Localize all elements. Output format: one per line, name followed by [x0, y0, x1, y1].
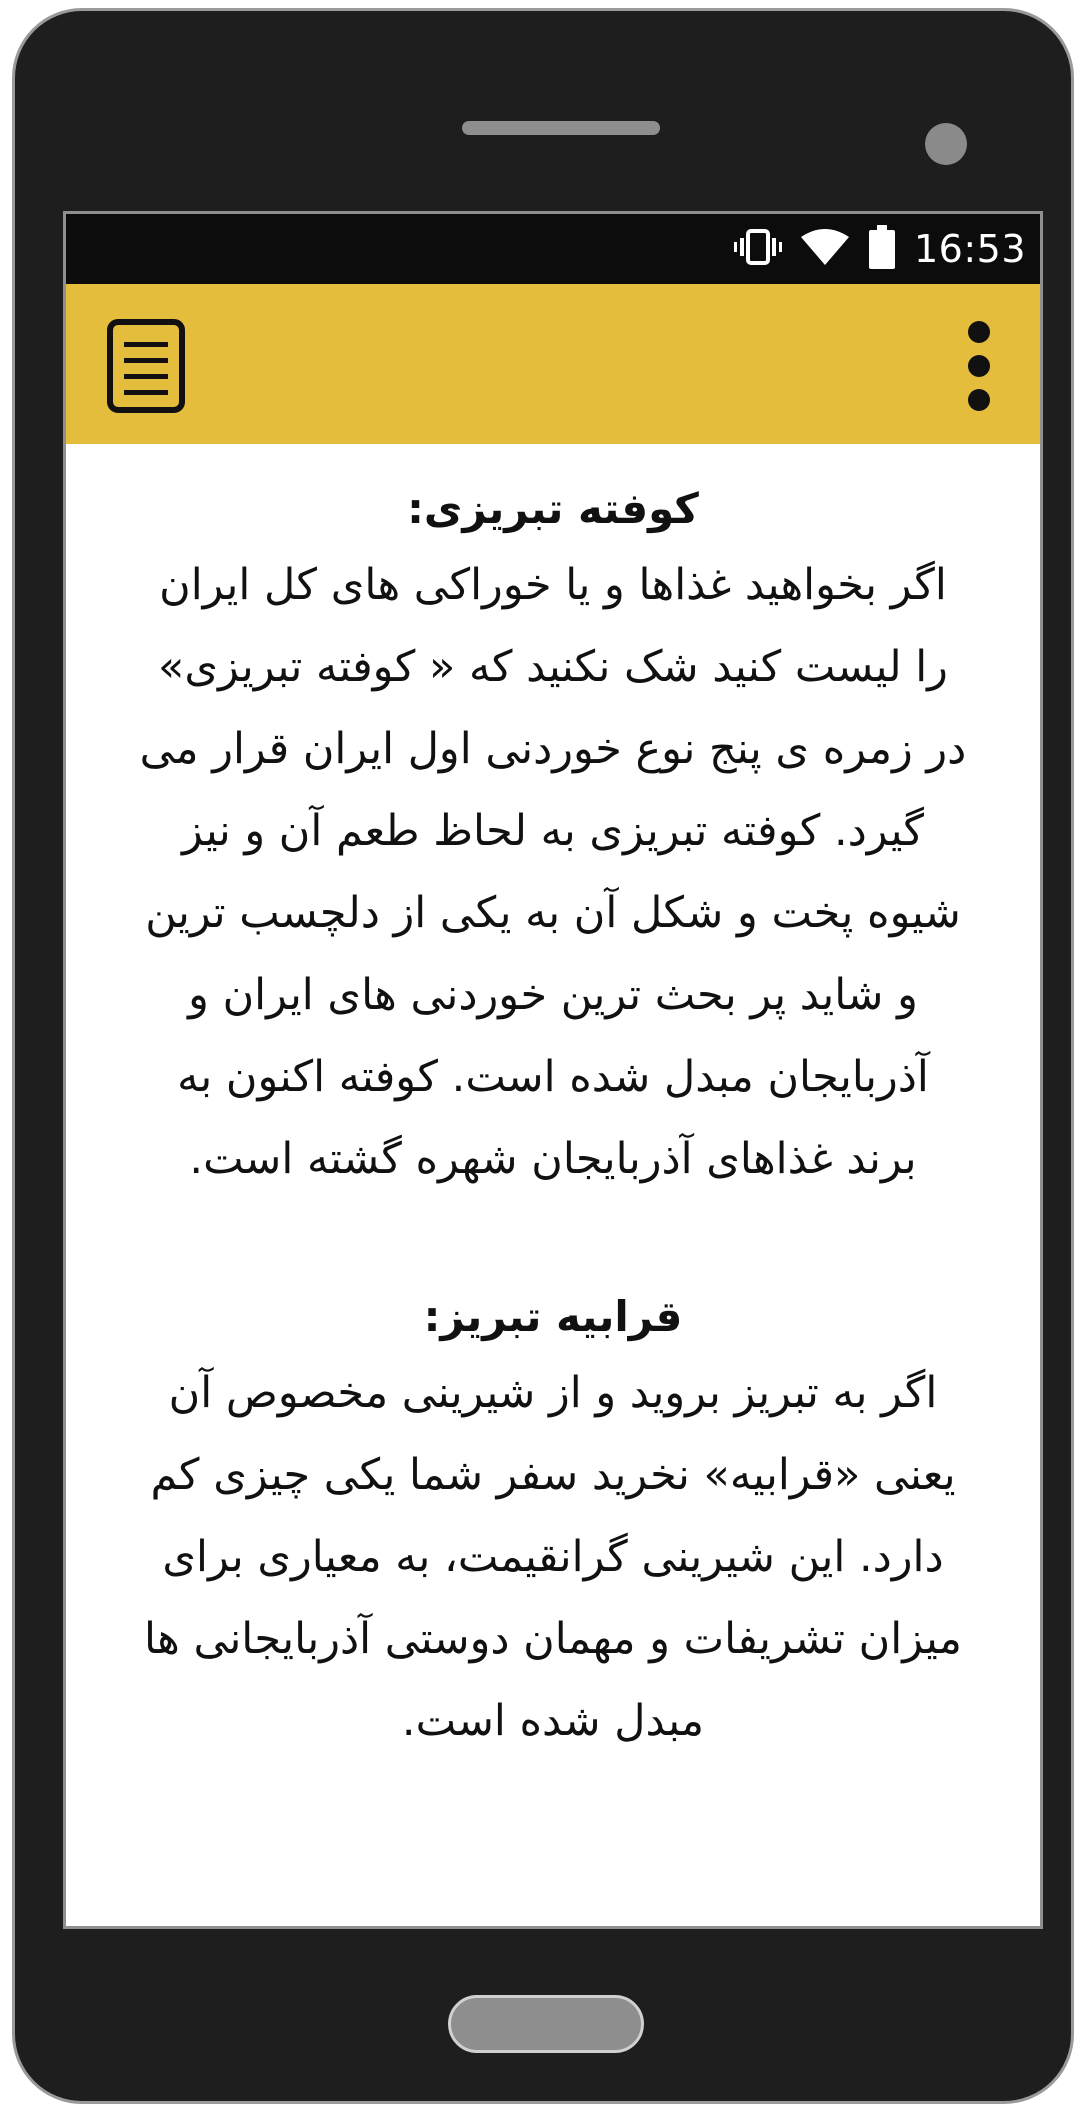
app-bar [66, 284, 1040, 444]
wifi-icon [800, 227, 850, 271]
article-content [66, 444, 1040, 1762]
screen [63, 211, 1043, 1929]
vibrate-icon [734, 227, 782, 271]
overflow-menu-button[interactable] [964, 318, 994, 414]
document-list-icon [106, 399, 186, 418]
status-time: 16:53 [913, 227, 1026, 271]
document-list-button[interactable] [106, 318, 186, 414]
status-icons [734, 214, 1026, 284]
front-camera [925, 123, 967, 165]
home-button[interactable] [448, 1995, 644, 2053]
speaker-grille [462, 121, 660, 135]
section-body-ghorabieh: اگر به تبریز بروید و از شیرینی مخصوص آن یعنی «قرابیه» نخرید سفر شما یکی چیزی کم دارد. این شیرینی گرانقیمت، به معیاری برای میزان تشریفات و مهمان دوستی آذربایجانی ها مبدل شده است. [144, 1368, 962, 1746]
battery-icon [868, 225, 896, 273]
status-bar [66, 214, 1040, 284]
phone-frame [12, 8, 1074, 2104]
overflow-menu-icon [964, 399, 994, 418]
section-body-kofte: اگر بخواهید غذاها و یا خوراکی های کل ایران را لیست کنید شک نکنید که « کوفته تبریزی» در زمره ی پنج نوع خوردنی اول ایران قرار می گیرد. کوفته تبریزی به لحاظ طعم آن و نیز شیوه پخت و شکل آن به یکی از دلچسب ترین و شاید پر بحث ترین خوردنی های ایران و آذربایجان مبدل شده است. کوفته اکنون به برند غذاهای آذربایجان شهره گشته است. [139, 560, 967, 1184]
section-title-kofte: کوفته تبریزی: [407, 484, 699, 533]
section-title-ghorabieh: قرابیه تبریز: [423, 1292, 683, 1341]
section-spacer [136, 1200, 970, 1282]
